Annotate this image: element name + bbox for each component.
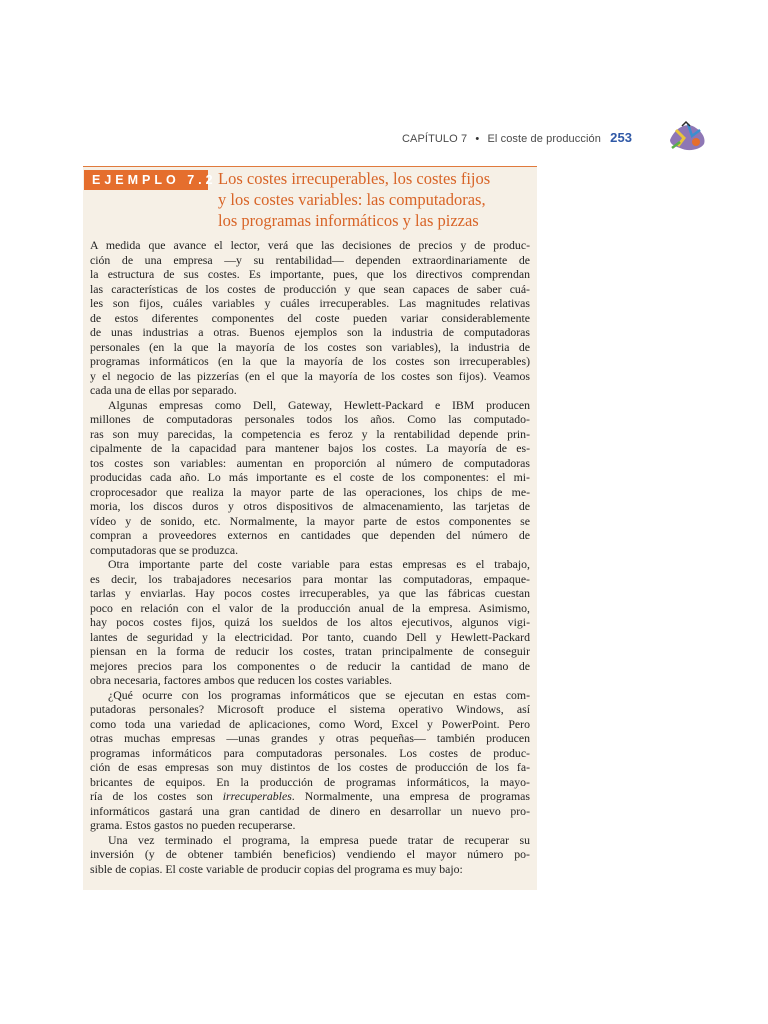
body-line: como toda una variedad de aplicaciones, como Word, Excel y PowerPoint. Pero (90, 716, 530, 731)
body-line: inversión (y de obtener también beneficios) vendiendo el mayor número po- (90, 847, 530, 861)
example-box-rule (83, 166, 537, 167)
body-line: y el negocio de las pizzerías (en el que la mayoría de los costes son fijos). Veamos (90, 368, 530, 383)
body-line: bricantes de equipos. En la producción de programas informáticos, la mayo- (90, 774, 530, 789)
body-line: ción de esas empresas son muy distintos de los costes de producción de los fa- (90, 760, 530, 774)
body-line: sible de copias. El coste variable de producir copias del programa es muy bajo: (90, 861, 463, 876)
body-line: computadoras que se produzca. (90, 542, 239, 557)
body-line: A medida que avance el lector, verá que las decisiones de precios y de produc- (90, 238, 530, 252)
body-line: ría de los costes son irrecuperables. Normalmente, una empresa de programas (90, 789, 531, 803)
running-head (402, 130, 632, 145)
body-line: les son fijos, cuáles variables y cuáles irrecuperables. Las magnitudes relativas (90, 296, 530, 310)
example-title-line: Los costes irrecuperables, los costes fijos (218, 169, 491, 188)
body-line: cada una de ellas por separado. (90, 383, 237, 397)
example-title (218, 168, 532, 231)
section-title: El coste de producción (487, 133, 601, 145)
body-line: es decir, los trabajadores necesarios para montar las computadoras, empaque- (90, 571, 530, 586)
chapter-ornament-icon (666, 118, 710, 154)
body-line: Una vez terminado el programa, la empresa puede tratar de recuperar su (108, 832, 530, 847)
example-title-line: los programas informáticos y las pizzas (218, 211, 479, 230)
page-number: 253 (610, 130, 633, 145)
body-line: piensan en la forma de reducir los costes, tratan principalmente de conseguir (90, 644, 530, 658)
body-line: cipalmente de la capacidad para mantener bajos los costes. La mayoría de es- (90, 441, 530, 455)
body-line: moria, los discos duros y otros dispositivos de almacenamiento, las tarjetas de (90, 499, 530, 513)
body-line: poco en relación con el valor de la producción anual de la empresa. Asimismo, (90, 600, 530, 615)
example-label: EJEMPLO 7.2 (84, 170, 208, 190)
body-line: Algunas empresas como Dell, Gateway, Hewlett-Packard e IBM producen (108, 397, 530, 412)
body-line: ¿Qué ocurre con los programas informáticos que se ejecutan en estas com- (108, 687, 530, 702)
body-line: otras muchas empresas —unas grandes y otras pequeñas— también producen (90, 731, 530, 745)
example-body (90, 238, 530, 876)
body-line: las características de los costes de producción y que sean capaces de saber cuá- (90, 281, 530, 296)
body-line: mejores precios para los componentes o de reducir la cantidad de mano de (90, 658, 530, 673)
body-line: programas informáticos para computadoras personales. Los costes de produc- (90, 745, 530, 760)
body-line: obra necesaria, factores ambos que reducen los costes variables. (90, 673, 393, 687)
body-line: ción de una empresa —y su rentabilidad— dependen extraordinariamente de (90, 252, 530, 267)
chapter-label: CAPÍTULO 7 (402, 133, 468, 145)
body-line: informáticos gastará una gran cantidad de dinero en desarrollar un nuevo pro- (90, 803, 530, 818)
body-line: hay pocos costes fijos, quizá los sueldos de los altos ejecutivos, algunos vigi- (90, 615, 530, 629)
body-line: programas informáticos (en la que la mayoría de los costes son irrecuperables) (90, 354, 530, 368)
body-line: tarlas y enviarlas. Hay pocos costes irrecuperables, ya que las fábricas cuestan (90, 586, 530, 600)
body-line: de unas industrias a otras. Buenos ejemplos son la industria de computadoras (90, 325, 530, 339)
header-bullet: • (475, 133, 480, 145)
body-line: Otra importante parte del coste variable para estas empresas es el trabajo, (108, 557, 530, 571)
body-line: millones de computadoras personales todos los años. Como las computado- (90, 412, 530, 426)
body-line: grama. Estos gastos no pueden recuperarse. (90, 818, 296, 832)
body-line: producidas cada año. Lo más importante es el coste de los componentes: el mi- (90, 470, 530, 484)
example-title-line: y los costes variables: las computadoras, (218, 190, 486, 209)
body-line: croprocesador que realiza la mayor parte de las operaciones, los chips de me- (90, 484, 530, 499)
body-line: lantes de seguridad y la electricidad. Por tanto, cuando Dell y Hewlett-Packard (90, 629, 530, 644)
body-line: ras son muy parecidas, la competencia es feroz y la rentabilidad depende prin- (90, 426, 530, 441)
body-line: de estos diferentes componentes del coste pueden variar considerablemente (90, 310, 530, 325)
body-line: compran a proveedores externos en cantidades que dependen del número de (90, 528, 530, 542)
body-line: la estructura de sus costes. Es importante, pues, que los directivos comprendan (90, 267, 530, 281)
body-line: tos costes son variables: aumentan en proporción al número de computadoras (90, 455, 530, 470)
body-line: vídeo y de sonido, etc. Normalmente, la mayor parte de estos componentes se (90, 513, 530, 528)
body-line: putadoras personales? Microsoft produce el sistema operativo Windows, así (90, 702, 530, 716)
body-line: personales (en la que la mayoría de los costes son variables), la industria de (90, 339, 530, 354)
